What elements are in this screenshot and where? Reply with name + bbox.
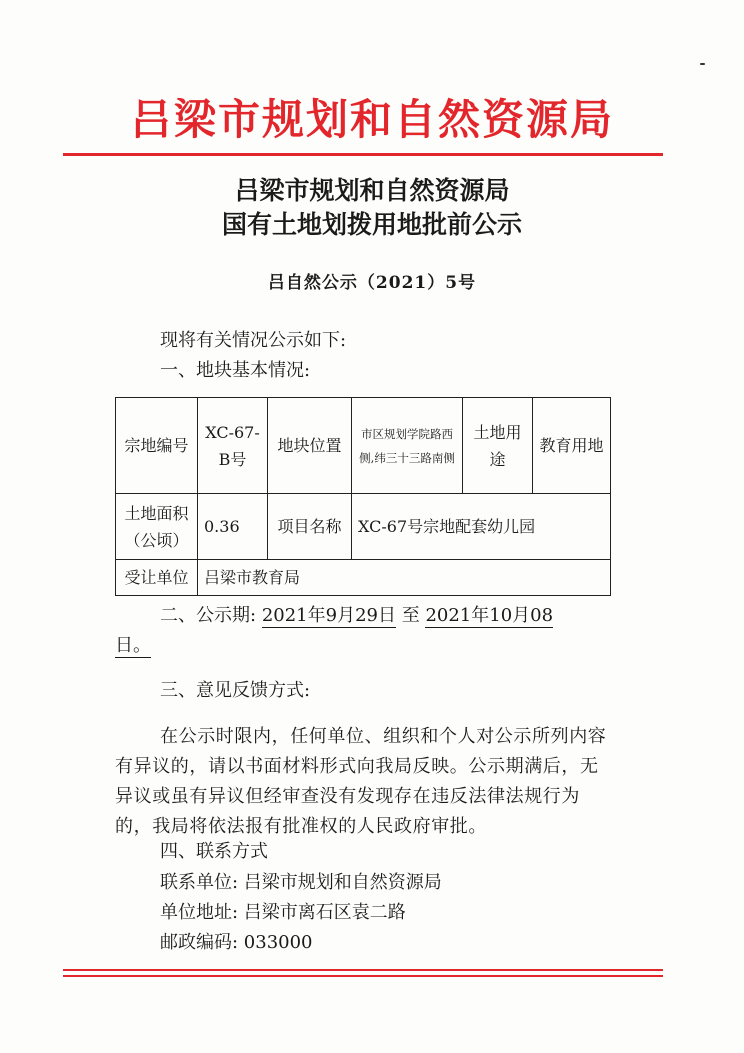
- table-label-project: 项目名称: [268, 494, 352, 560]
- notice-title-line-2: 国有土地划拨用地批前公示: [221, 210, 522, 239]
- contact-address: 单位地址: 吕梁市离石区袁二路: [160, 902, 406, 923]
- table-row: [116, 494, 611, 560]
- footer-rule-bottom: [63, 975, 663, 977]
- parcel-info-table: [115, 397, 611, 596]
- letterhead-rule: [63, 153, 663, 156]
- table-label-grantee: 受让单位: [116, 560, 198, 596]
- table-row: [116, 398, 611, 494]
- table-value-parcel-no: XC-67-B号: [198, 398, 268, 494]
- intro-text: 现将有关情况公示如下:: [160, 330, 347, 351]
- section-2-line: [160, 601, 553, 631]
- document-number: 吕自然公示（2021）5号: [267, 273, 477, 293]
- table-value-location: 市区规划学院路西侧,纬三十三路南侧: [352, 398, 463, 494]
- publicity-start-date: 2021年9月29日: [261, 605, 396, 626]
- table-value-project: XC-67号宗地配套幼儿园: [352, 494, 611, 560]
- letterhead-title: 吕梁市规划和自然资源局: [129, 95, 614, 144]
- table-row: [116, 560, 611, 596]
- table-label-location: 地块位置: [268, 398, 352, 494]
- section-1-heading: 一、地块基本情况:: [160, 360, 311, 381]
- scan-speck: [700, 63, 705, 65]
- section-3-heading: 三、意见反馈方式:: [160, 680, 311, 701]
- table-label-parcel-no: 宗地编号: [116, 398, 198, 494]
- publicity-end-date-suffix: 日。: [115, 635, 151, 656]
- table-value-land-use: 教育用地: [533, 398, 611, 494]
- table-label-area: 土地面积（公顷）: [116, 494, 198, 560]
- table-label-land-use: 土地用途: [463, 398, 533, 494]
- footer-rule-top: [63, 969, 663, 971]
- publicity-to: 至: [401, 605, 420, 626]
- section-2-heading: 二、公示期:: [160, 605, 257, 626]
- contact-unit: 联系单位: 吕梁市规划和自然资源局: [160, 872, 442, 893]
- feedback-paragraph: 在公示时限内，任何单位、组织和个人对公示所列内容有异议的，请以书面材料形式向我局反映。公示期满后，无异议或虽有异议但经审查没有发现存在违反法律法规行为的，我局将依法报有批准权的人民政府审批。: [115, 726, 607, 837]
- table-value-area: 0.36: [198, 494, 268, 560]
- publicity-end-date: 2021年10月08: [425, 605, 554, 626]
- notice-title-line-1: 吕梁市规划和自然资源局: [234, 176, 510, 205]
- table-value-grantee: 吕梁市教育局: [198, 560, 611, 596]
- section-2-continuation: [115, 631, 151, 661]
- contact-postcode: 邮政编码: 033000: [160, 932, 313, 953]
- section-4-heading: 四、联系方式: [160, 841, 268, 862]
